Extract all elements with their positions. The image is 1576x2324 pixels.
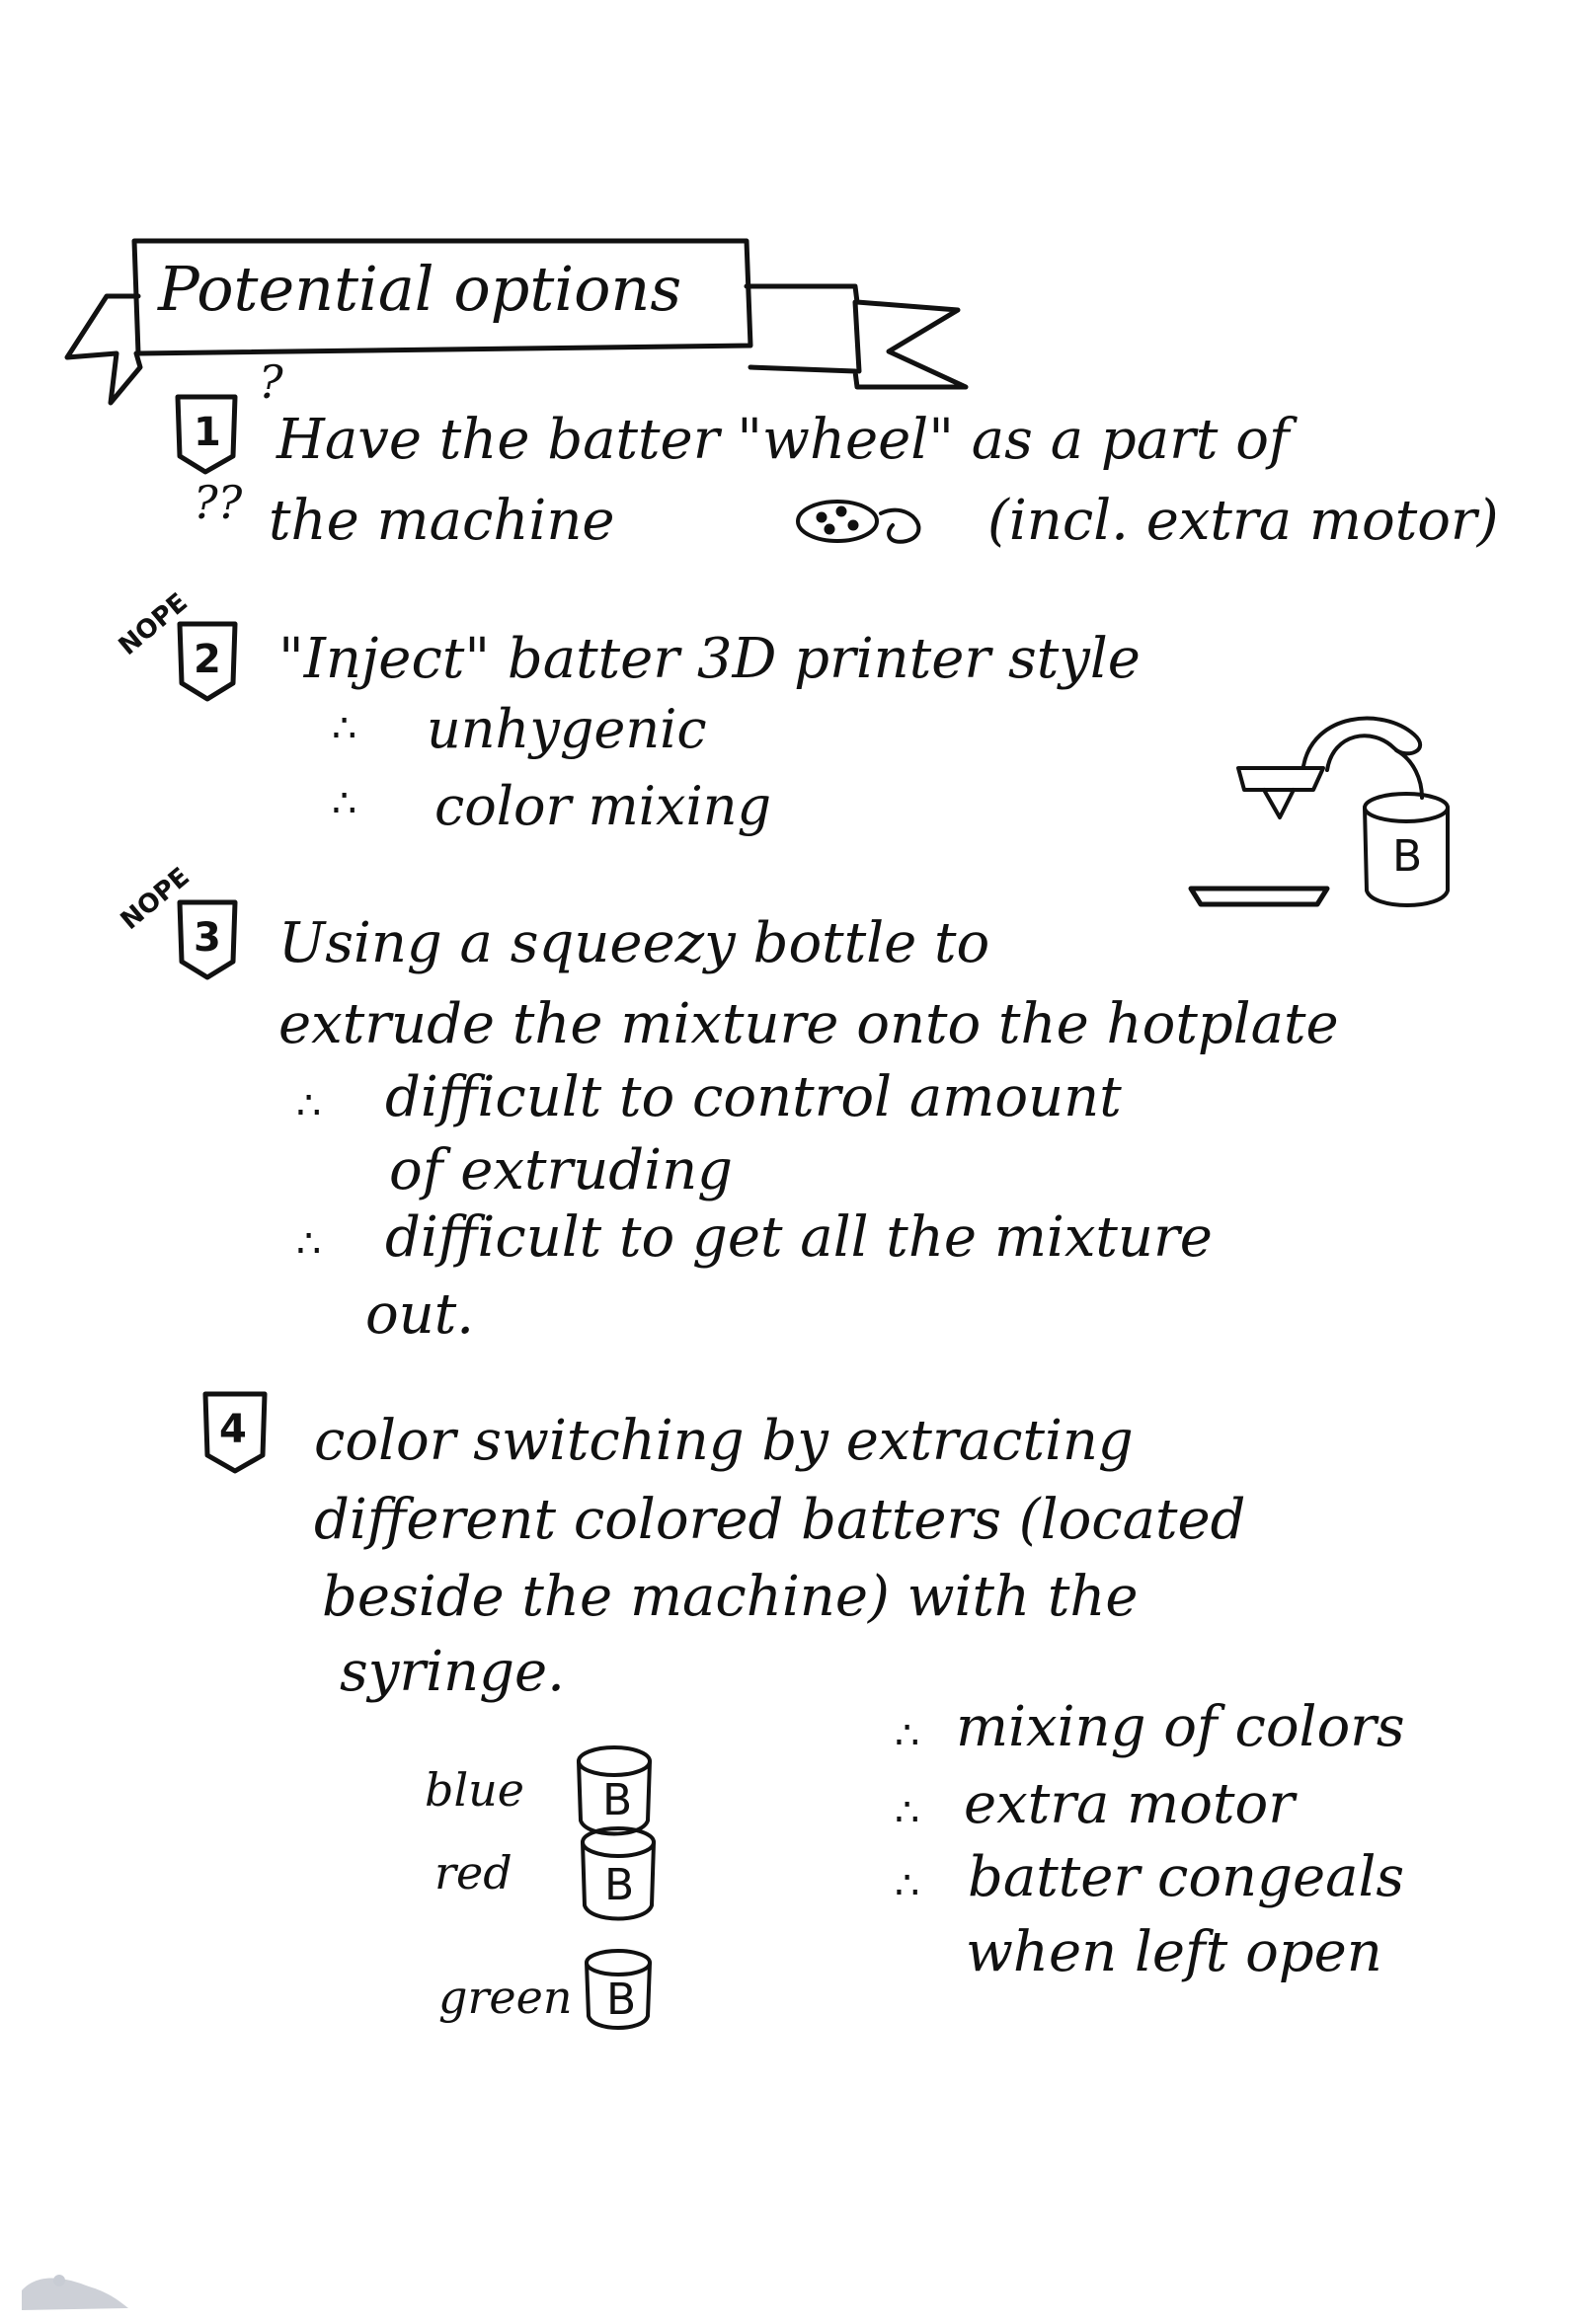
- option-2-con-2: color mixing: [434, 775, 772, 837]
- option-1-line-1: Have the batter "wheel" as a part of: [276, 408, 1290, 472]
- jar-blue-label: B: [602, 1775, 633, 1825]
- jar-red-label: B: [604, 1860, 635, 1910]
- option-2-bullet-2: ∴: [332, 781, 357, 826]
- option-4-line-2: different colored batters (located: [314, 1488, 1246, 1552]
- page-title: Potential options: [158, 253, 682, 325]
- batter-wheel-sketch: [798, 502, 918, 542]
- option-3-line-2: extrude the mixture onto the hotplate: [278, 992, 1339, 1056]
- option-3-con-2-line-2: out.: [365, 1282, 475, 1347]
- option-4-con-3: batter congeals: [968, 1845, 1405, 1909]
- option-3-con-1-line-2: of extruding: [389, 1138, 733, 1202]
- option-4-bullet-2: ∴: [895, 1790, 920, 1835]
- option-1-line-2: the machine: [269, 489, 615, 553]
- option-1-note: (incl. extra motor): [987, 489, 1499, 553]
- option-4-con-2: extra motor: [964, 1772, 1295, 1836]
- option-3-con-2-line-1: difficult to get all the mixture: [385, 1205, 1213, 1270]
- option-4-con-1: mixing of colors: [956, 1695, 1405, 1759]
- option-3-number: 3: [194, 915, 221, 961]
- jar-green-color-name: green: [438, 1971, 573, 2024]
- option-3-bullet-2: ∴: [296, 1221, 322, 1267]
- option-4-con-4: when left open: [966, 1920, 1382, 1984]
- option-2-bullet-1: ∴: [332, 706, 357, 751]
- option-4-line-3: beside the machine) with the: [322, 1565, 1139, 1629]
- option-1-number: 1: [194, 410, 221, 455]
- option-4-line-1: color switching by extracting: [314, 1409, 1134, 1473]
- jar-red-color-name: red: [434, 1846, 512, 1899]
- option-4-bullet-1: ∴: [895, 1713, 920, 1758]
- option-4-bullet-3: ∴: [895, 1863, 920, 1908]
- option-3-nope-mark: NOPE: [115, 862, 196, 936]
- option-3-bullet-1: ∴: [296, 1083, 322, 1128]
- jar-green-label: B: [606, 1975, 637, 2025]
- option-3-con-1-line-1: difficult to control amount: [385, 1065, 1122, 1129]
- paper-smudge: [22, 2275, 128, 2310]
- option-1-double-question-mark: ??: [194, 476, 243, 529]
- option-2-con-1: unhygenic: [427, 698, 707, 760]
- option-2-nope-mark: NOPE: [113, 587, 194, 661]
- option-2-number: 2: [194, 637, 221, 682]
- option-1-question-mark: ?: [259, 355, 283, 409]
- option-3-line-1: Using a squeezy bottle to: [278, 911, 990, 975]
- jar-blue-color-name: blue: [425, 1763, 525, 1817]
- option-2-line-1: "Inject" batter 3D printer style: [278, 627, 1141, 691]
- option-4-line-4: syringe.: [340, 1640, 565, 1704]
- option-2-jar-label: B: [1392, 831, 1423, 882]
- option-4-number: 4: [219, 1407, 247, 1452]
